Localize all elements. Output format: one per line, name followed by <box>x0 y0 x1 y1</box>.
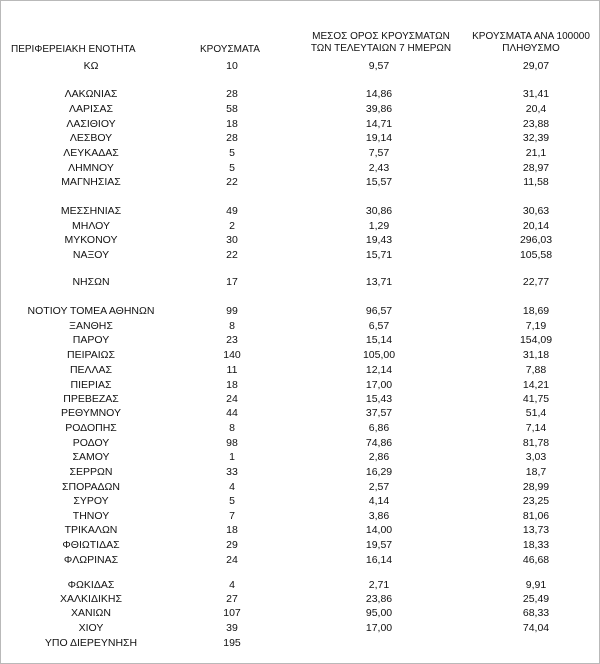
cases-cell: 23 <box>226 334 238 346</box>
per-100000-cell: 13,73 <box>522 524 550 536</box>
cases-cell: 24 <box>226 554 238 566</box>
avg-cell: 39,86 <box>365 103 393 115</box>
avg-cell: 19,57 <box>365 539 393 551</box>
cases-cell: 4 <box>229 481 235 493</box>
table-row <box>1 421 600 436</box>
header-cases: ΚΡΟΥΣΜΑΤΑ <box>200 44 260 55</box>
per-100000-cell: 18,69 <box>522 305 550 317</box>
table-row <box>1 553 600 568</box>
region-cell: ΦΩΚΙΔΑΣ <box>67 579 115 591</box>
cases-cell: 17 <box>226 276 238 288</box>
avg-cell: 2,57 <box>368 481 390 493</box>
region-cell: ΠΡΕΒΕΖΑΣ <box>63 393 119 405</box>
cases-cell: 99 <box>226 305 238 317</box>
cases-cell: 5 <box>229 495 235 507</box>
table-row <box>1 319 600 334</box>
cases-cell: 8 <box>229 422 235 434</box>
table-row <box>1 636 600 651</box>
avg-cell: 96,57 <box>365 305 393 317</box>
cases-cell: 28 <box>226 132 238 144</box>
cases-cell: 11 <box>226 364 238 376</box>
avg-cell: 15,71 <box>365 249 393 261</box>
avg-cell: 2,71 <box>368 579 390 591</box>
table-row <box>1 131 600 146</box>
per-100000-cell: 68,33 <box>522 607 550 619</box>
region-cell: ΧΙΟΥ <box>78 622 104 634</box>
cases-cell: 195 <box>223 637 241 649</box>
table-row <box>1 146 600 161</box>
region-cell: ΣΑΜΟΥ <box>72 451 110 463</box>
avg-cell: 15,43 <box>365 393 393 405</box>
cases-cell: 98 <box>226 437 238 449</box>
per-100000-cell: 296,03 <box>519 234 553 246</box>
table-row <box>1 494 600 509</box>
header-per-100000 <box>461 31 600 55</box>
region-cell: ΦΘΙΩΤΙΔΑΣ <box>62 539 120 551</box>
avg-cell: 6,86 <box>368 422 390 434</box>
header-avg-line-1: ΜΕΣΟΣ ΟΡΟΣ ΚΡΟΥΣΜΑΤΩΝ <box>312 31 450 42</box>
table-row <box>1 348 600 363</box>
avg-cell: 30,86 <box>365 205 393 217</box>
region-cell: ΠΕΙΡΑΙΩΣ <box>67 349 115 361</box>
avg-cell: 95,00 <box>365 607 393 619</box>
avg-cell: 14,86 <box>365 88 393 100</box>
per-100000-cell: 18,7 <box>525 466 547 478</box>
table-row <box>1 87 600 102</box>
table-row <box>1 333 600 348</box>
region-cell: ΦΛΩΡΙΝΑΣ <box>63 554 119 566</box>
region-cell: ΝΟΤΙΟΥ ΤΟΜΕΑ ΑΘΗΝΩΝ <box>27 305 155 317</box>
region-cell: ΜΑΓΝΗΣΙΑΣ <box>61 176 121 188</box>
avg-cell: 14,71 <box>365 118 393 130</box>
region-cell: ΣΥΡΟΥ <box>73 495 109 507</box>
table-row <box>1 248 600 263</box>
table-row <box>1 117 600 132</box>
region-cell: ΤΡΙΚΑΛΩΝ <box>64 524 118 536</box>
per-100000-cell: 41,75 <box>522 393 550 405</box>
table-row <box>1 161 600 176</box>
region-cell: ΜΗΛΟΥ <box>72 220 110 232</box>
region-cell: ΚΩ <box>83 60 99 72</box>
per-100000-cell: 21,1 <box>525 147 547 159</box>
per-100000-cell: 20,4 <box>525 103 547 115</box>
avg-cell: 23,86 <box>365 593 393 605</box>
region-cell: ΛΑΚΩΝΙΑΣ <box>64 88 118 100</box>
region-cell: ΠΙΕΡΙΑΣ <box>70 379 112 391</box>
table-row <box>1 592 600 607</box>
table-row <box>1 465 600 480</box>
avg-cell: 2,86 <box>368 451 390 463</box>
region-cell: ΠΑΡΟΥ <box>72 334 110 346</box>
region-cell: ΤΗΝΟΥ <box>72 510 110 522</box>
table-row <box>1 102 600 117</box>
per-100000-cell: 81,06 <box>522 510 550 522</box>
header-per-line-1: ΚΡΟΥΣΜΑΤΑ ΑΝΑ 100000 <box>472 31 590 42</box>
per-100000-cell: 51,4 <box>525 407 547 419</box>
per-100000-cell: 105,58 <box>519 249 553 261</box>
avg-cell: 1,29 <box>368 220 390 232</box>
table-row <box>1 392 600 407</box>
table-row <box>1 363 600 378</box>
cases-cell: 30 <box>226 234 238 246</box>
avg-cell: 17,00 <box>365 622 393 634</box>
avg-cell: 3,86 <box>368 510 390 522</box>
cases-cell: 58 <box>226 103 238 115</box>
header-per-line-2: ΠΛΗΘΥΣΜΟ <box>502 43 560 54</box>
table-row <box>1 59 600 74</box>
region-cell: ΝΑΞΟΥ <box>72 249 110 261</box>
cases-cell: 24 <box>226 393 238 405</box>
cases-cell: 7 <box>229 510 235 522</box>
per-100000-cell: 3,03 <box>525 451 547 463</box>
region-cell: ΛΕΥΚΑΔΑΣ <box>63 147 119 159</box>
region-cell: ΥΠΟ ΔΙΕΡΕΥΝΗΣΗ <box>44 637 138 649</box>
cases-cell: 1 <box>229 451 235 463</box>
region-cell: ΛΕΣΒΟΥ <box>69 132 113 144</box>
region-cell: ΠΕΛΛΑΣ <box>69 364 113 376</box>
table-row <box>1 406 600 421</box>
per-100000-cell: 23,88 <box>522 118 550 130</box>
region-cell: ΞΑΝΘΗΣ <box>69 320 113 332</box>
per-100000-cell: 22,77 <box>522 276 550 288</box>
header-avg-7-days <box>297 31 465 55</box>
cases-cell: 4 <box>229 579 235 591</box>
cases-cell: 8 <box>229 320 235 332</box>
per-100000-cell: 14,21 <box>522 379 550 391</box>
cases-cell: 5 <box>229 147 235 159</box>
per-100000-cell: 32,39 <box>522 132 550 144</box>
cases-cell: 22 <box>226 176 238 188</box>
region-cell: ΛΑΡΙΣΑΣ <box>69 103 113 115</box>
avg-cell: 105,00 <box>362 349 396 361</box>
cases-cell: 10 <box>226 60 238 72</box>
region-cell: ΡΟΔΟΥ <box>72 437 110 449</box>
region-cell: ΛΗΜΝΟΥ <box>68 162 114 174</box>
region-cell: ΝΗΣΩΝ <box>72 276 110 288</box>
per-100000-cell: 30,63 <box>522 205 550 217</box>
per-100000-cell: 31,41 <box>522 88 550 100</box>
per-100000-cell: 81,78 <box>522 437 550 449</box>
avg-cell: 9,57 <box>368 60 390 72</box>
cases-cell: 5 <box>229 162 235 174</box>
per-100000-cell: 25,49 <box>522 593 550 605</box>
cases-cell: 140 <box>223 349 241 361</box>
per-100000-cell: 154,09 <box>519 334 553 346</box>
per-100000-cell: 28,99 <box>522 481 550 493</box>
table-row <box>1 450 600 465</box>
avg-cell: 7,57 <box>368 147 390 159</box>
per-100000-cell: 18,33 <box>522 539 550 551</box>
per-100000-cell: 31,18 <box>522 349 550 361</box>
per-100000-cell: 74,04 <box>522 622 550 634</box>
per-100000-cell: 9,91 <box>525 579 547 591</box>
cases-cell: 44 <box>226 407 238 419</box>
per-100000-cell: 11,58 <box>523 176 549 188</box>
avg-cell: 17,00 <box>365 379 393 391</box>
region-cell: ΣΕΡΡΩΝ <box>69 466 113 478</box>
region-cell: ΣΠΟΡΑΔΩΝ <box>62 481 120 493</box>
per-100000-cell: 7,19 <box>525 320 547 332</box>
region-cell: ΧΑΝΙΩΝ <box>71 607 111 619</box>
avg-cell: 12,14 <box>365 364 393 376</box>
table-row <box>1 175 600 190</box>
avg-cell: 4,14 <box>368 495 390 507</box>
region-cell: ΜΕΣΣΗΝΙΑΣ <box>60 205 122 217</box>
per-100000-cell: 29,07 <box>522 60 550 72</box>
cases-cell: 27 <box>226 593 238 605</box>
table-row <box>1 204 600 219</box>
per-100000-cell: 7,88 <box>525 364 547 376</box>
region-cell: ΡΕΘΥΜΝΟΥ <box>60 407 121 419</box>
per-100000-cell: 46,68 <box>522 554 550 566</box>
region-cell: ΜΥΚΟΝΟΥ <box>64 234 118 246</box>
table-row <box>1 509 600 524</box>
table-row <box>1 378 600 393</box>
table-row <box>1 538 600 553</box>
per-100000-cell: 28,97 <box>522 162 550 174</box>
avg-cell: 2,43 <box>368 162 390 174</box>
cases-cell: 18 <box>226 118 238 130</box>
cases-cell: 39 <box>226 622 238 634</box>
cases-cell: 29 <box>226 539 238 551</box>
per-100000-cell: 23,25 <box>522 495 550 507</box>
cases-cell: 107 <box>223 607 241 619</box>
region-cell: ΡΟΔΟΠΗΣ <box>65 422 117 434</box>
region-cell: ΧΑΛΚΙΔΙΚΗΣ <box>60 593 122 605</box>
cases-cell: 18 <box>226 524 238 536</box>
avg-cell: 16,14 <box>365 554 393 566</box>
avg-cell: 19,14 <box>365 132 393 144</box>
table-row <box>1 606 600 621</box>
avg-cell: 13,71 <box>365 276 393 288</box>
avg-cell: 6,57 <box>368 320 390 332</box>
table-row <box>1 275 600 290</box>
region-cell: ΛΑΣΙΘΙΟΥ <box>66 118 116 130</box>
cases-cell: 18 <box>226 379 238 391</box>
table-row <box>1 304 600 319</box>
cases-cell: 33 <box>226 466 238 478</box>
avg-cell: 74,86 <box>365 437 393 449</box>
table-row <box>1 436 600 451</box>
cases-cell: 2 <box>229 220 235 232</box>
cases-cell: 22 <box>226 249 238 261</box>
table-row <box>1 480 600 495</box>
avg-cell: 37,57 <box>365 407 393 419</box>
cases-cell: 49 <box>226 205 238 217</box>
header-region: ΠΕΡΙΦΕΡΕΙΑΚΗ ΕΝΟΤΗΤΑ <box>11 44 136 55</box>
avg-cell: 14,00 <box>365 524 393 536</box>
avg-cell: 15,14 <box>365 334 393 346</box>
avg-cell: 16,29 <box>365 466 393 478</box>
avg-cell: 15,57 <box>365 176 393 188</box>
table-row <box>1 219 600 234</box>
table-row <box>1 233 600 248</box>
avg-cell: 19,43 <box>365 234 393 246</box>
table-row <box>1 578 600 593</box>
table-row <box>1 621 600 636</box>
cases-cell: 28 <box>226 88 238 100</box>
header-avg-line-2: ΤΩΝ ΤΕΛΕΥΤΑΙΩΝ 7 ΗΜΕΡΩΝ <box>310 43 452 54</box>
per-100000-cell: 7,14 <box>525 422 547 434</box>
per-100000-cell: 20,14 <box>522 220 550 232</box>
table-row <box>1 523 600 538</box>
